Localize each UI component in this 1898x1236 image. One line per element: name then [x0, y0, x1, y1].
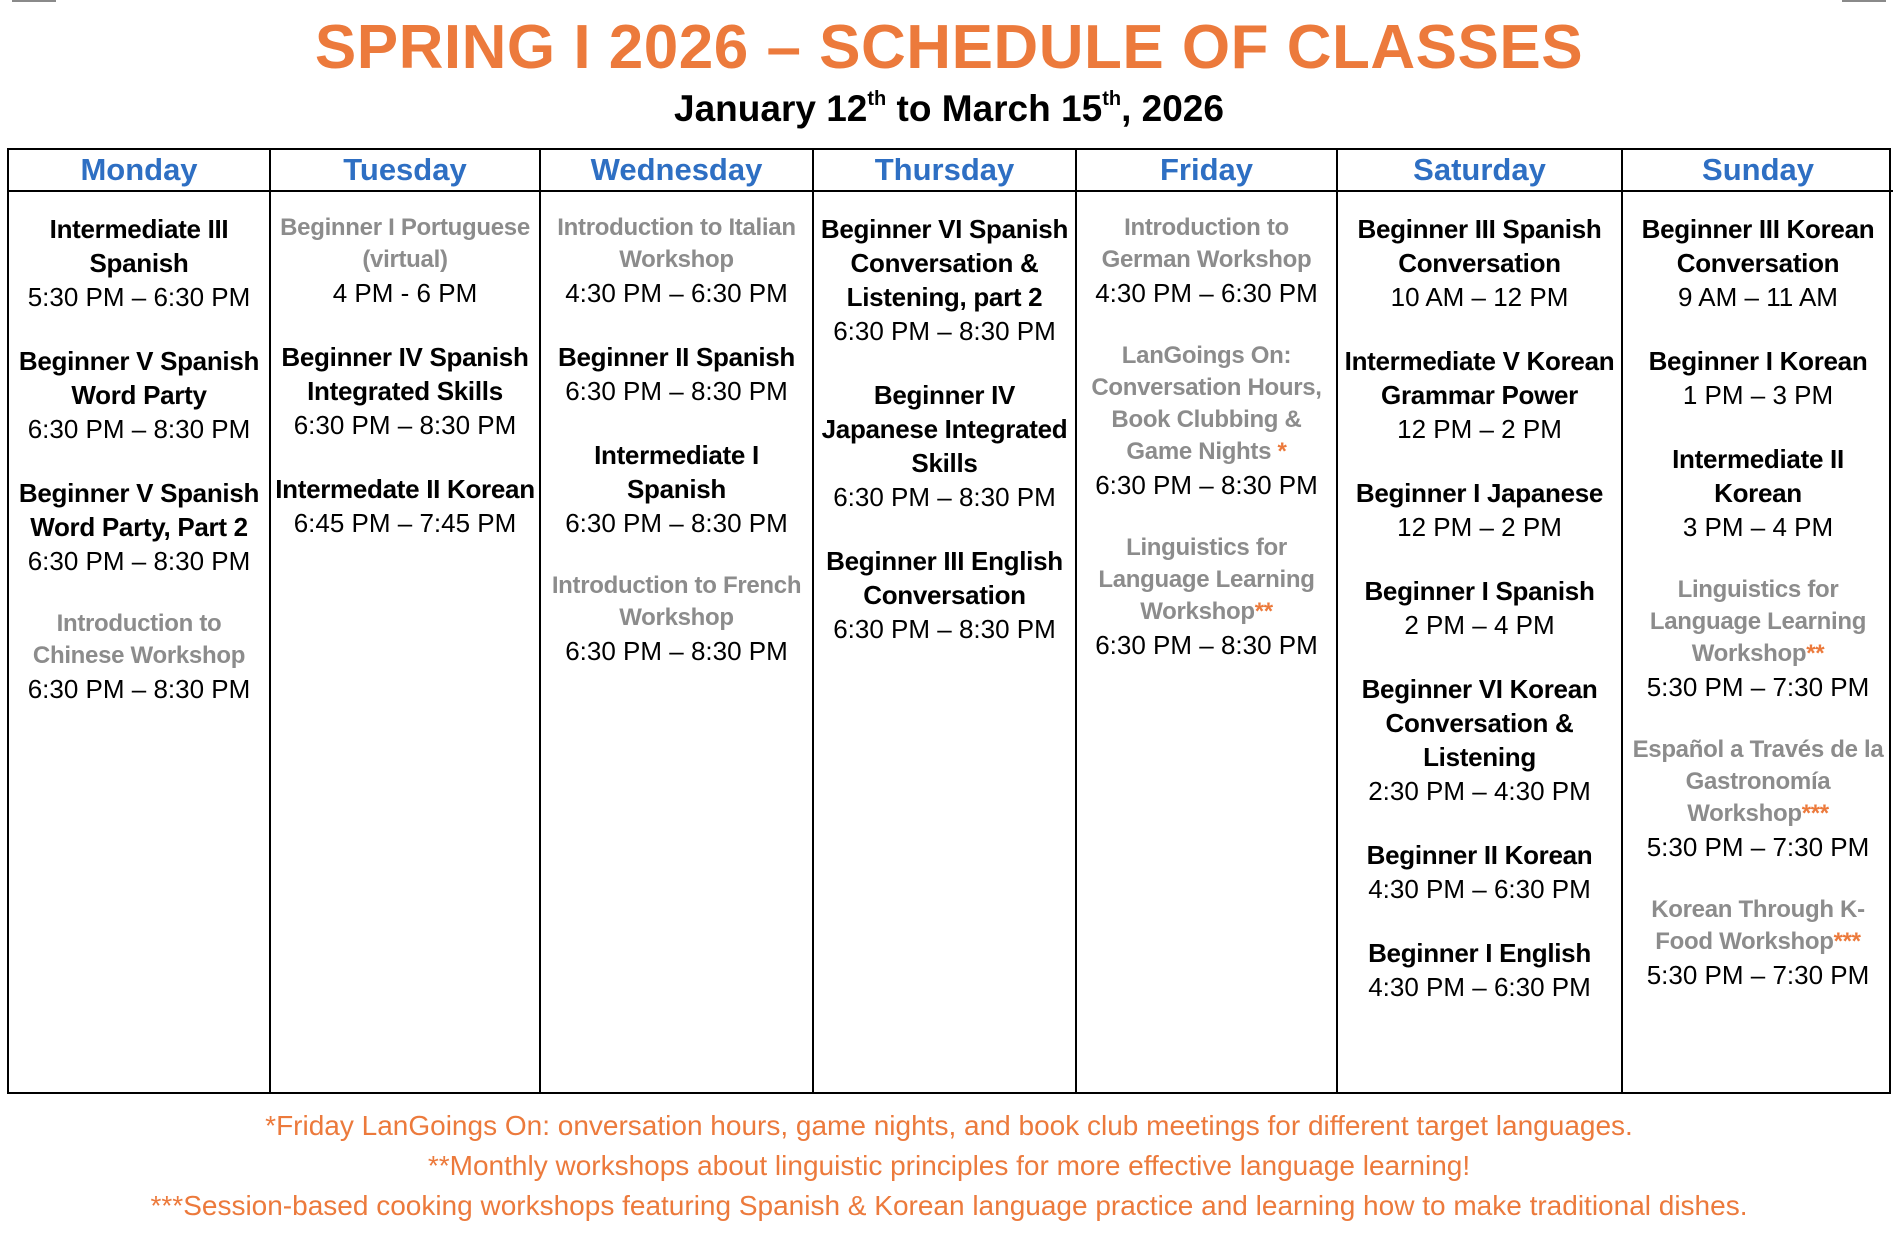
day-column-wednesday — [541, 192, 814, 1092]
class-name — [1081, 532, 1332, 628]
class-name — [1342, 476, 1617, 510]
day-column-sunday — [1623, 192, 1893, 1092]
workshop-entry — [545, 212, 808, 310]
workshop-entry — [1081, 340, 1332, 502]
class-name-text: Intermedate II Korean — [275, 474, 535, 504]
workshop-entry — [275, 212, 535, 310]
class-name-text: Beginner I Spanish — [1364, 576, 1595, 606]
date-range-end: to March 15 — [886, 88, 1103, 129]
footnote-marker: *** — [1801, 800, 1829, 827]
class-time: 2 PM – 4 PM — [1404, 610, 1555, 640]
class-name-text: Beginner VI Spanish Conversation & Listening, part 2 — [820, 214, 1069, 312]
class-name — [1627, 442, 1889, 510]
class-time: 6:45 PM – 7:45 PM — [293, 508, 517, 538]
class-name — [1342, 838, 1617, 872]
class-name — [13, 344, 265, 412]
class-name — [545, 340, 808, 374]
day-header-thursday: Thursday — [814, 150, 1077, 192]
workshop-entry — [13, 608, 265, 706]
class-entry — [545, 438, 808, 540]
class-name — [545, 438, 808, 506]
footnote-marker: *** — [1833, 928, 1861, 955]
class-name-text: Introduction to German Workshop — [1101, 214, 1312, 273]
day-column-friday — [1077, 192, 1338, 1092]
class-name-text: Intermediate I Spanish — [594, 440, 759, 504]
class-name-text: Beginner I Portuguese (virtual) — [280, 214, 530, 273]
class-time: 12 PM – 2 PM — [1397, 512, 1562, 542]
day-header-sunday: Sunday — [1623, 150, 1893, 192]
class-time: 6:30 PM – 8:30 PM — [27, 546, 251, 576]
class-name-text: Beginner V Spanish Word Party, Part 2 — [18, 478, 260, 542]
class-name-text: Korean Through K-Food Workshop — [1651, 896, 1865, 955]
class-time: 5:30 PM – 7:30 PM — [1646, 672, 1870, 702]
class-entry — [1342, 476, 1617, 544]
date-range-end-suffix: th — [1102, 88, 1122, 110]
class-name — [1342, 672, 1617, 774]
day-header-monday: Monday — [9, 150, 271, 192]
class-name — [1342, 574, 1617, 608]
workshop-entry — [1627, 894, 1889, 992]
class-name — [545, 570, 808, 634]
class-time: 12 PM – 2 PM — [1397, 414, 1562, 444]
class-entry — [1342, 344, 1617, 446]
class-time: 4:30 PM – 6:30 PM — [1368, 874, 1591, 904]
class-name-text: Beginner II Spanish — [557, 342, 795, 372]
class-time: 6:30 PM – 8:30 PM — [27, 674, 251, 704]
class-entry — [818, 544, 1071, 646]
class-name — [1627, 894, 1889, 958]
class-name — [1342, 344, 1617, 412]
class-entry — [1627, 442, 1889, 544]
class-name-text: Beginner IV Spanish Integrated Skills — [281, 342, 529, 406]
class-name — [1342, 212, 1617, 280]
class-time: 3 PM – 4 PM — [1682, 512, 1834, 542]
class-name — [275, 212, 535, 276]
footnote-linguistics-workshops: **Monthly workshops about linguistic principles for more effective language learning! — [427, 1150, 1471, 1181]
class-name — [1627, 212, 1889, 280]
date-range-start: January 12 — [674, 88, 868, 129]
footnote-marker: ** — [1806, 640, 1825, 667]
class-entry — [275, 340, 535, 442]
class-time: 6:30 PM – 8:30 PM — [565, 636, 788, 666]
class-name — [818, 544, 1071, 612]
footnote-langoings-on: *Friday LanGoings On: onversation hours, game nights, and book club meetings for different target languages. — [265, 1110, 1633, 1141]
class-time: 4:30 PM – 6:30 PM — [1368, 972, 1591, 1002]
class-name-text: Intermediate V Korean Grammar Power — [1344, 346, 1615, 410]
class-name-text: Introduction to French Workshop — [551, 572, 802, 631]
class-entry — [1342, 672, 1617, 808]
day-column-monday — [9, 192, 271, 1092]
class-name-text: Beginner III Korean Conversation — [1641, 214, 1875, 278]
class-name — [1627, 344, 1889, 378]
class-name-text: Linguistics for Language Learning Workshop — [1649, 576, 1867, 667]
class-name — [1081, 212, 1332, 276]
corner-mark-left — [12, 0, 56, 2]
class-entry — [1627, 344, 1889, 412]
class-time: 6:30 PM – 8:30 PM — [1095, 630, 1318, 660]
workshop-entry — [1627, 574, 1889, 704]
footnote-marker: * — [1271, 438, 1287, 465]
class-entry — [818, 212, 1071, 348]
day-header-tuesday: Tuesday — [271, 150, 541, 192]
class-time: 6:30 PM – 8:30 PM — [293, 410, 517, 440]
class-time: 4:30 PM – 6:30 PM — [1095, 278, 1318, 308]
class-name — [275, 472, 535, 506]
date-range-year: , 2026 — [1121, 88, 1224, 129]
class-entry — [1342, 838, 1617, 906]
class-name-text: Español a Través de la Gastronomía Workshop — [1632, 736, 1884, 827]
class-time: 5:30 PM – 7:30 PM — [1646, 832, 1870, 862]
class-name-text: Beginner I Korean — [1648, 346, 1868, 376]
class-name-text: Beginner V Spanish Word Party — [18, 346, 260, 410]
class-entry — [818, 378, 1071, 514]
footnote-marker: ** — [1254, 598, 1273, 625]
class-name — [1342, 936, 1617, 970]
class-name-text: Beginner IV Japanese Integrated Skills — [821, 380, 1068, 478]
footnotes — [0, 1106, 1898, 1226]
day-column-saturday — [1338, 192, 1623, 1092]
class-name — [13, 212, 265, 280]
workshop-entry — [1627, 734, 1889, 864]
class-entry — [275, 472, 535, 540]
class-time: 6:30 PM – 8:30 PM — [833, 614, 1056, 644]
class-entry — [13, 476, 265, 578]
class-name — [1081, 340, 1332, 468]
class-name — [13, 476, 265, 544]
footnote-cooking-workshops: ***Session-based cooking workshops featuring Spanish & Korean language practice and learning how to make traditional dishes. — [150, 1190, 1748, 1221]
class-entry — [13, 212, 265, 314]
class-time: 6:30 PM – 8:30 PM — [565, 508, 788, 538]
class-name-text: Beginner I Japanese — [1355, 478, 1604, 508]
class-time: 4:30 PM – 6:30 PM — [565, 278, 788, 308]
class-time: 6:30 PM – 8:30 PM — [565, 376, 788, 406]
class-entry — [1342, 574, 1617, 642]
corner-mark-right — [1842, 0, 1886, 2]
class-name — [545, 212, 808, 276]
day-header-saturday: Saturday — [1338, 150, 1623, 192]
date-range-start-suffix: th — [867, 88, 887, 110]
class-time: 2:30 PM – 4:30 PM — [1368, 776, 1591, 806]
day-column-tuesday — [271, 192, 541, 1092]
class-time: 6:30 PM – 8:30 PM — [27, 414, 251, 444]
class-name-text: Intermediate III Spanish — [49, 214, 229, 278]
workshop-entry — [1081, 212, 1332, 310]
class-time: 9 AM – 11 AM — [1678, 282, 1838, 312]
class-time: 6:30 PM – 8:30 PM — [1095, 470, 1318, 500]
workshop-entry — [1081, 532, 1332, 662]
class-entry — [1627, 212, 1889, 314]
class-name — [818, 378, 1071, 480]
class-name — [275, 340, 535, 408]
class-entry — [545, 340, 808, 408]
class-name — [1627, 734, 1889, 830]
class-name-text: Beginner I English — [1368, 938, 1591, 968]
class-time: 1 PM – 3 PM — [1682, 380, 1834, 410]
workshop-entry — [545, 570, 808, 668]
class-time: 6:30 PM – 8:30 PM — [833, 316, 1056, 346]
class-name-text: Introduction to Italian Workshop — [557, 214, 796, 273]
date-range — [0, 84, 1898, 134]
class-name-text: Beginner III English Conversation — [826, 546, 1063, 610]
class-name — [1627, 574, 1889, 670]
class-name — [818, 212, 1071, 314]
class-entry — [1342, 936, 1617, 1004]
class-name-text: LanGoings On: Conversation Hours, Book Clubbing & Game Nights — [1091, 342, 1322, 465]
day-header-wednesday: Wednesday — [541, 150, 814, 192]
class-time: 10 AM – 12 PM — [1390, 282, 1569, 312]
class-time: 5:30 PM – 7:30 PM — [1646, 960, 1870, 990]
class-name-text: Introduction to Chinese Workshop — [32, 610, 246, 669]
schedule-table — [7, 148, 1891, 1094]
day-column-thursday — [814, 192, 1077, 1092]
class-name-text: Beginner III Spanish Conversation — [1357, 214, 1602, 278]
class-name-text: Beginner VI Korean Conversation & Listening — [1361, 674, 1598, 772]
class-time: 5:30 PM – 6:30 PM — [27, 282, 251, 312]
class-name-text: Beginner II Korean — [1366, 840, 1593, 870]
class-entry — [1342, 212, 1617, 314]
day-header-friday: Friday — [1077, 150, 1338, 192]
class-name-text: Linguistics for Language Learning Workshop — [1098, 534, 1315, 625]
class-time: 4 PM - 6 PM — [332, 278, 478, 308]
class-name-text: Intermediate II Korean — [1672, 444, 1844, 508]
class-name — [13, 608, 265, 672]
class-entry — [13, 344, 265, 446]
page-title: SPRING I 2026 – SCHEDULE OF CLASSES — [314, 13, 1584, 82]
class-time: 6:30 PM – 8:30 PM — [833, 482, 1056, 512]
